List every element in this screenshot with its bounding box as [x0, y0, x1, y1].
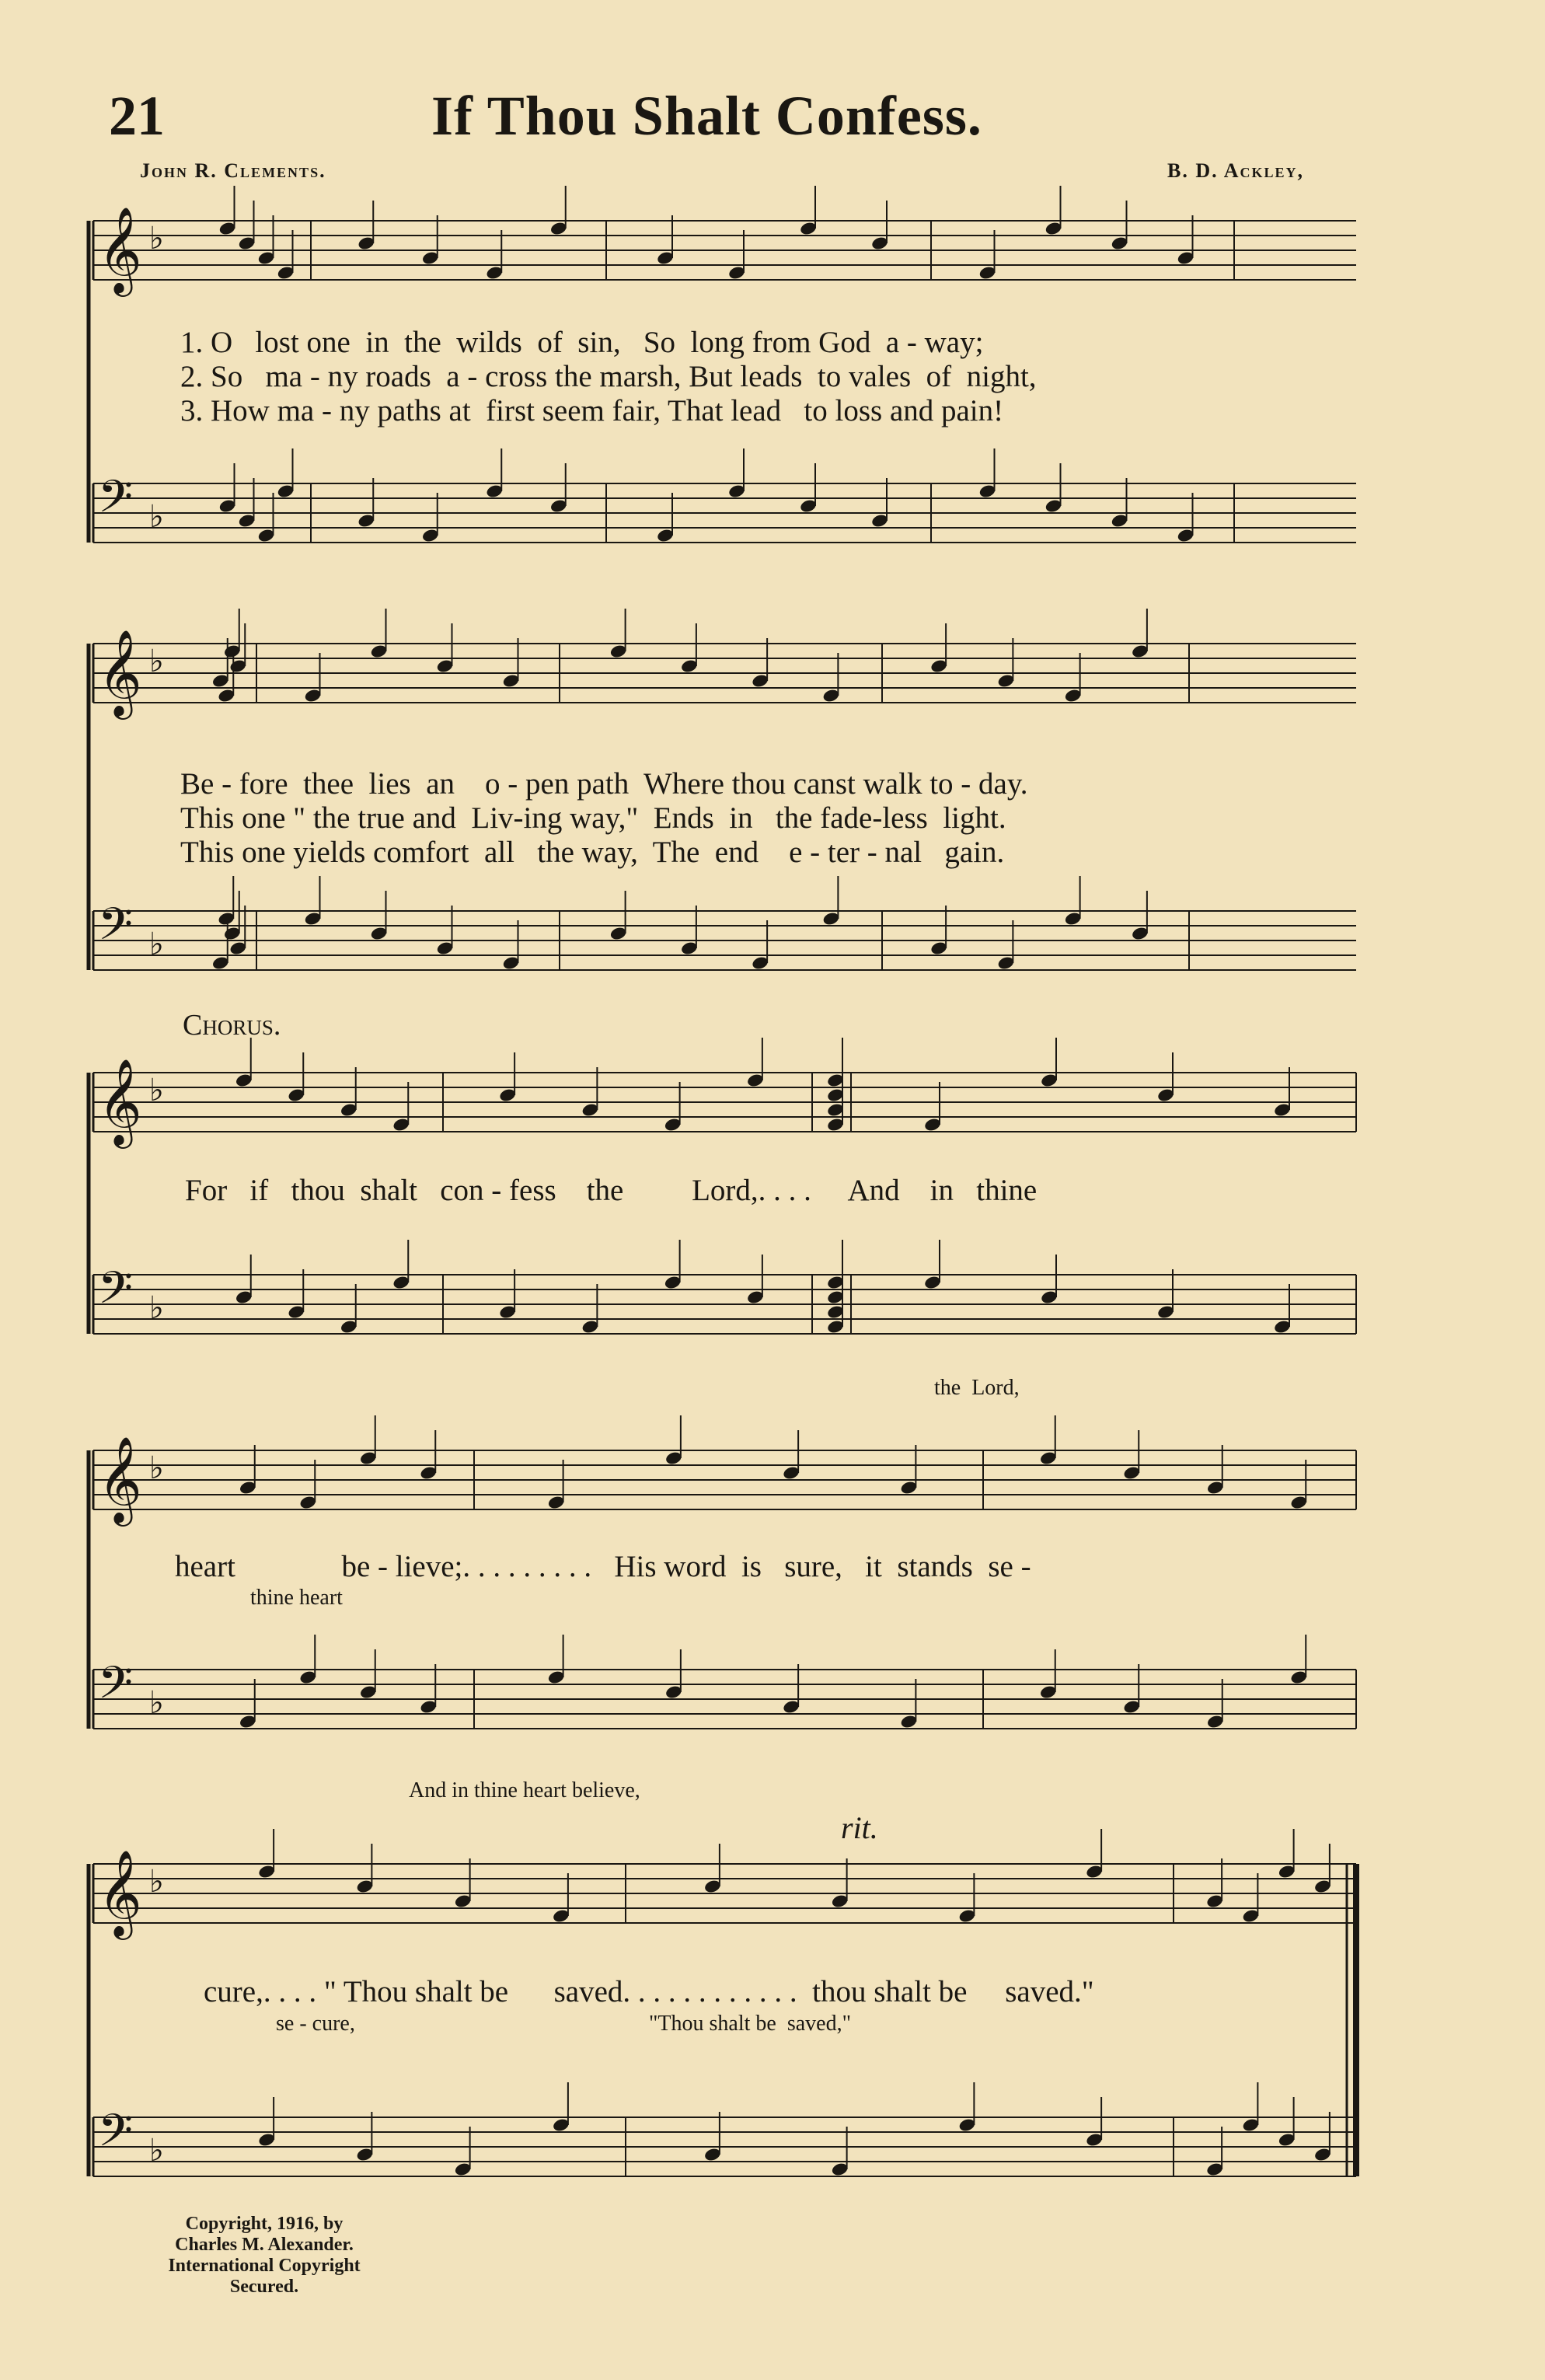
- hymn-number: 21: [109, 85, 165, 147]
- treble-clef-icon: 𝄞: [98, 1058, 142, 1145]
- flat-icon: ♭: [149, 499, 164, 535]
- composer-credit: B. D. Ackley,: [1167, 159, 1304, 182]
- bass-clef-icon: 𝄢: [98, 2104, 134, 2168]
- flat-icon: ♭: [149, 1450, 164, 1486]
- verse-3-line-1: 3. How ma - ny paths at first seem fair, That lead to loss and pain!: [180, 394, 1004, 427]
- chorus-label: Chorus.: [183, 1009, 281, 1042]
- chorus-bass-line-2: And in thine heart believe,: [409, 1778, 640, 1802]
- flat-icon: ♭: [149, 927, 164, 962]
- copyright-line-2: Charles M. Alexander.: [175, 2235, 354, 2255]
- chorus-bass-line-1: the Lord,: [934, 1376, 1020, 1400]
- flat-icon: ♭: [149, 644, 164, 679]
- chorus-alt-line-2: thine heart: [250, 1586, 343, 1610]
- bass-clef-icon: 𝄢: [98, 1656, 134, 1720]
- chorus-alt-line-3: se - cure,: [276, 2012, 355, 2036]
- verse-1-line-2: Be - fore thee lies an o - pen path Where thou canst walk to - day.: [180, 767, 1028, 801]
- flat-icon: ♭: [149, 1685, 164, 1721]
- author-credit: John R. Clements.: [140, 159, 326, 182]
- verse-1-line-1: 1. O lost one in the wilds of sin, So long from God a - way;: [180, 326, 984, 359]
- copyright-line-3: International Copyright Secured.: [168, 2256, 361, 2297]
- chorus-alt2-line-3: "Thou shalt be saved,": [649, 2012, 852, 2036]
- verse-2-line-1: 2. So ma - ny roads a - cross the marsh, But leads to vales of night,: [180, 360, 1037, 393]
- bass-clef-icon: 𝄢: [98, 1262, 134, 1325]
- copyright-notice: [132, 2214, 396, 2298]
- tempo-marking: rit.: [841, 1810, 878, 1845]
- verse-3-line-2: This one yields comfort all the way, The end e - ter - nal gain.: [180, 836, 1005, 869]
- chorus-line-3: cure,. . . . " Thou shalt be saved. . . . . . . . . . . . thou shalt be saved.": [204, 1975, 1094, 2008]
- bass-clef-icon: 𝄢: [98, 470, 134, 534]
- flat-icon: ♭: [149, 2133, 164, 2169]
- flat-icon: ♭: [149, 221, 164, 256]
- hymn-title: If Thou Shalt Confess.: [431, 85, 982, 147]
- chorus-line-2: heart be - lieve;. . . . . . . . . His word is sure, it stands se -: [175, 1550, 1031, 1583]
- bass-clef-icon: 𝄢: [98, 898, 134, 961]
- copyright-line-1: Copyright, 1916, by: [185, 2214, 344, 2234]
- treble-clef-icon: 𝄞: [98, 1436, 142, 1523]
- treble-clef-icon: 𝄞: [98, 629, 142, 716]
- flat-icon: ♭: [149, 1864, 164, 1900]
- verse-2-line-2: This one " the true and Liv-ing way," Ends in the fade-less light.: [180, 801, 1006, 835]
- treble-clef-icon: 𝄞: [98, 1849, 142, 1936]
- flat-icon: ♭: [149, 1073, 164, 1108]
- treble-clef-icon: 𝄞: [98, 206, 142, 293]
- flat-icon: ♭: [149, 1290, 164, 1326]
- chorus-line-1: For if thou shalt con - fess the Lord,. . . . And in thine: [185, 1174, 1038, 1207]
